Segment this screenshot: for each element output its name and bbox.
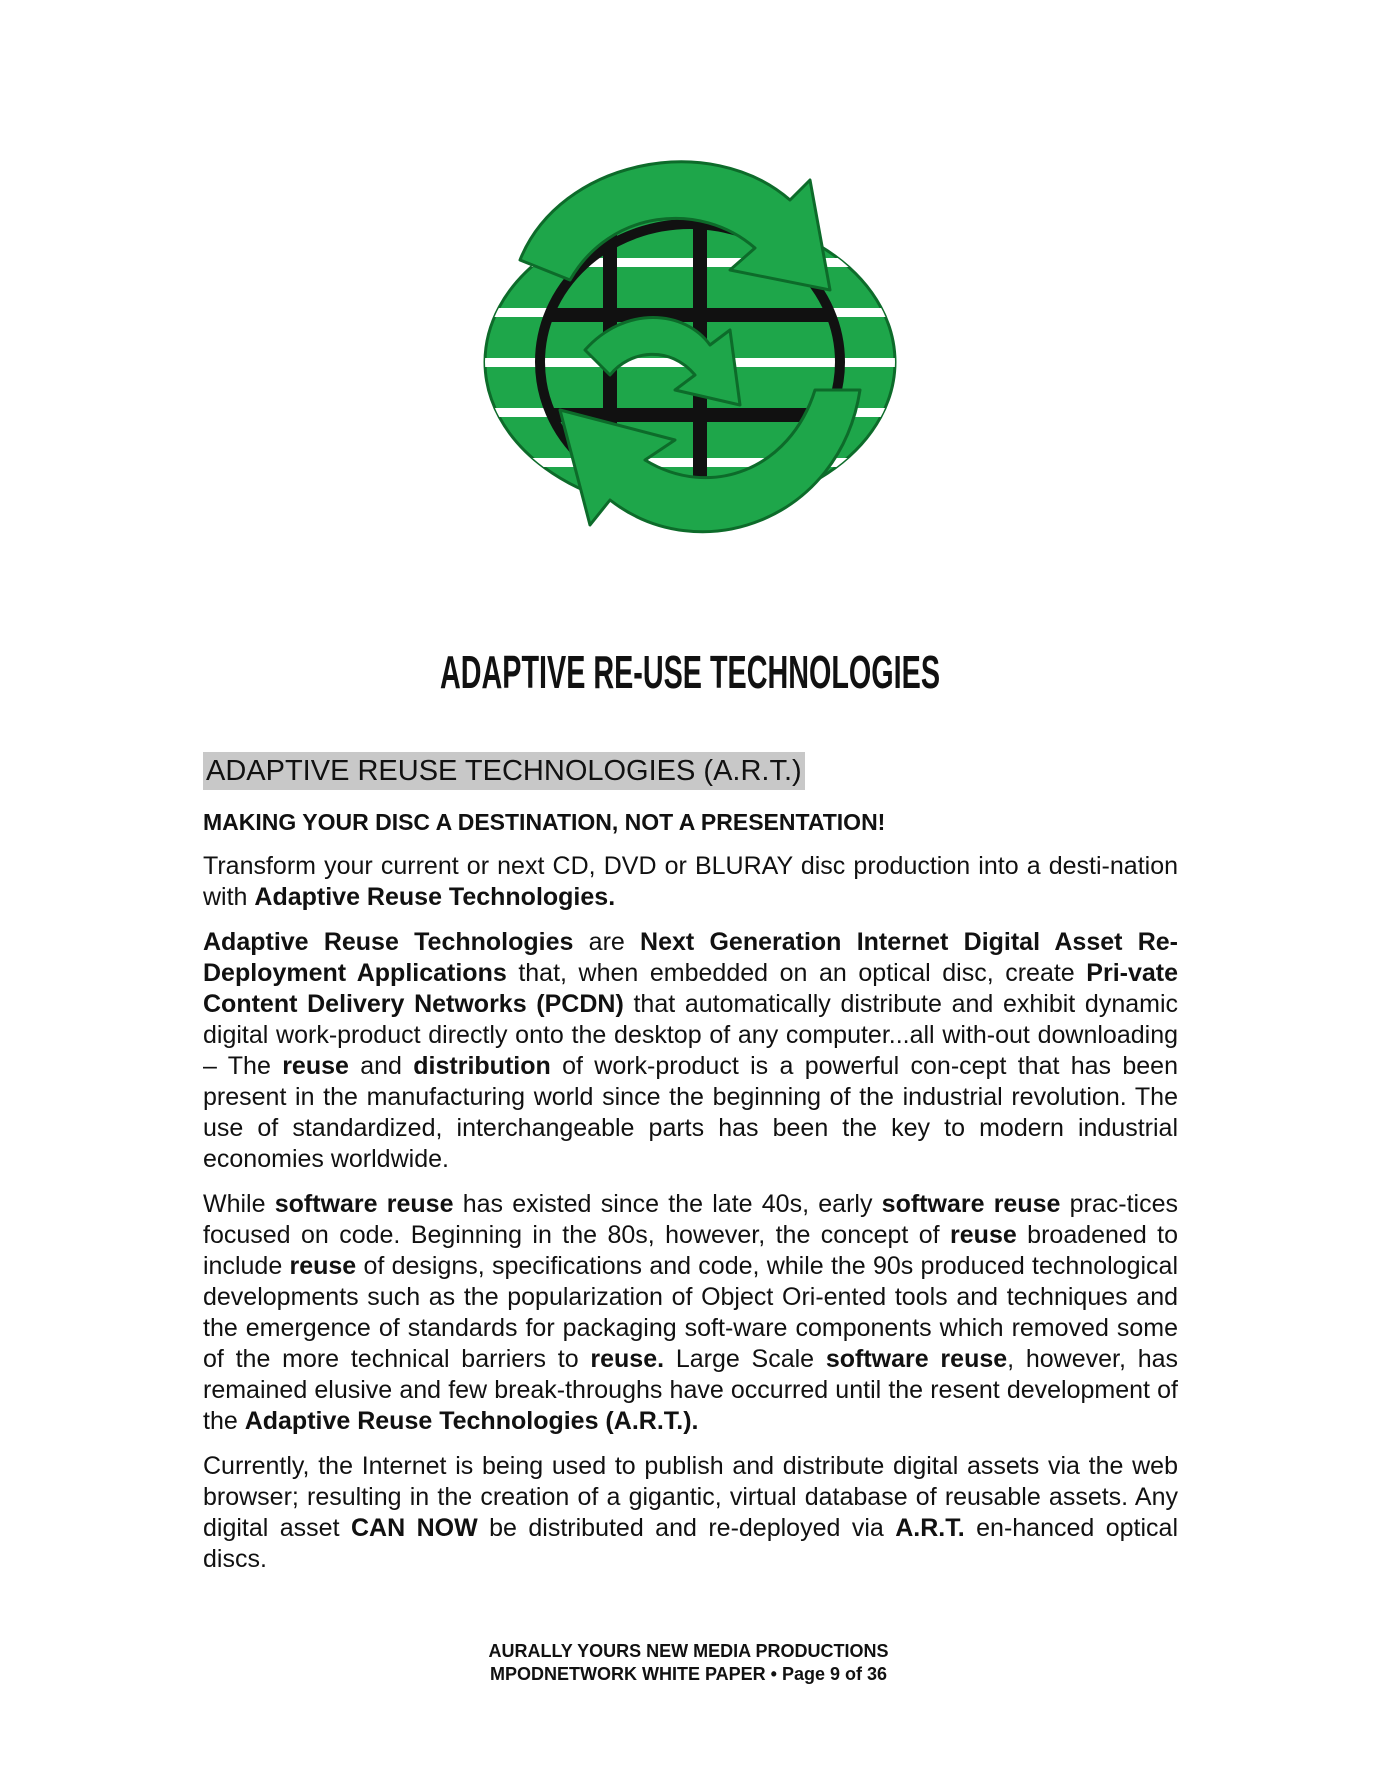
bold-text: Adaptive Reuse Technologies (A.R.T.).: [244, 1407, 699, 1435]
document-body: [203, 752, 1178, 1575]
svg-text:ADAPTIVE RE-USE TECHNOLOGIES: ADAPTIVE RE-USE TECHNOLOGIES: [440, 646, 940, 698]
text-run: are: [573, 928, 641, 956]
bold-text: CAN NOW: [350, 1514, 478, 1542]
bold-text: Adaptive Reuse Technologies: [203, 928, 574, 956]
bold-text: A.R.T.: [895, 1514, 965, 1542]
text-run: of designs, specifications and code, while the 90s produced technological developments such as the popularization of Object Ori-ented tools and techniques and the emergence of standards for packaging soft-ware components which removed some of the more technical barriers to: [203, 1252, 1178, 1373]
paragraph: [203, 851, 1178, 913]
section-subtitle: MAKING YOUR DISC A DESTINATION, NOT A PRESENTATION!: [203, 809, 886, 835]
bold-text: software reuse: [881, 1190, 1061, 1218]
bold-text: software reuse: [274, 1190, 454, 1218]
text-run: and: [348, 1052, 414, 1080]
bold-text: distribution: [413, 1052, 551, 1080]
section-title: ADAPTIVE REUSE TECHNOLOGIES (A.R.T.): [203, 752, 805, 790]
bold-text: Adaptive Reuse Technologies.: [254, 883, 616, 911]
text-run: en-hanced optical discs.: [203, 1514, 1178, 1573]
bold-text: reuse: [950, 1221, 1017, 1249]
text-run: broadened to include: [203, 1221, 1179, 1280]
bold-text: reuse.: [590, 1345, 665, 1373]
paragraph: [203, 1451, 1178, 1575]
text-run: has existed since the late 40s, early: [453, 1190, 882, 1218]
text-run: be distributed and re-deployed via: [477, 1514, 896, 1542]
text-run: that automatically distribute and exhibit dynamic digital work-product directly onto the desktop of any computer...all with-out downloading – The: [203, 990, 1179, 1080]
text-run: prac-tices focused on code. Beginning in the 80s, however, the concept of: [203, 1190, 1179, 1249]
bold-text: Next Generation Internet Digital Asset Re-Deployment Applications: [203, 928, 1178, 987]
text-run: Transform your current or next CD, DVD or BLURAY disc production into a desti-nation with: [203, 852, 1178, 911]
bold-text: reuse: [282, 1052, 349, 1080]
footer-page-info: MPODNETWORK WHITE PAPER • Page 9 of 36: [489, 1664, 887, 1684]
bold-text: software reuse: [825, 1345, 1008, 1373]
paragraph: [203, 1189, 1178, 1437]
text-run: , however, has remained elusive and few break-throughs have occurred until the resent development of the: [203, 1345, 1178, 1435]
globe-with-recycle-arrows-icon: [410, 140, 970, 720]
text-run: Currently, the Internet is being used to publish and distribute digital assets via the web browser; resulting in the creation of a gigantic, virtual database of reusable assets. Any digital asset: [203, 1452, 1178, 1542]
text-run: While: [203, 1190, 275, 1218]
footer-company: AURALLY YOURS NEW MEDIA PRODUCTIONS: [488, 1641, 889, 1661]
page-footer: [0, 1640, 1377, 1686]
text-run: Large Scale: [664, 1345, 826, 1373]
text-run: of work-product is a powerful con-cept that has been present in the manufacturing world since the beginning of the industrial revolution. The use of standardized, interchangeable parts has been the key to modern industrial economies worldwide.: [203, 1052, 1178, 1173]
bold-text: reuse: [289, 1252, 357, 1280]
bold-text: Pri-vate Content Delivery Networks (PCDN): [203, 959, 1179, 1018]
paragraph: [203, 927, 1178, 1175]
text-run: that, when embedded on an optical disc, create: [506, 959, 1087, 987]
company-logo: [410, 140, 970, 720]
paragraphs: [203, 851, 1178, 1575]
